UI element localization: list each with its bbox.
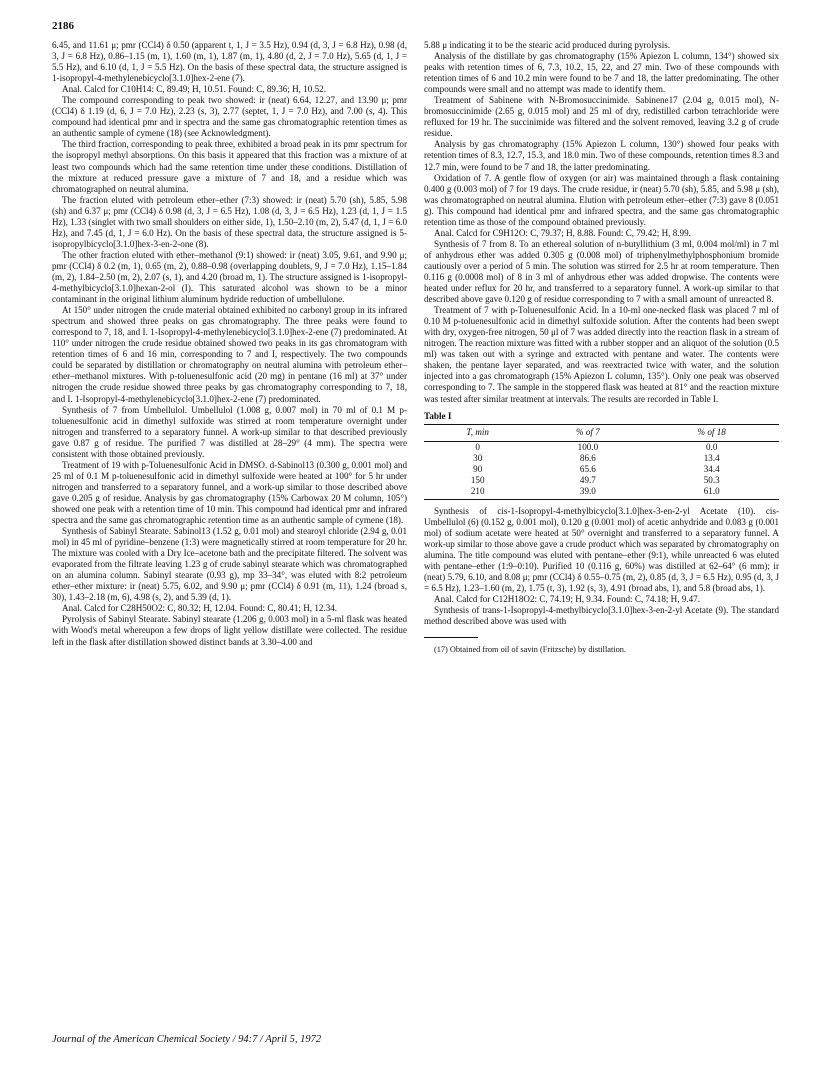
paragraph: The fraction eluted with petroleum ether–ether (7:3) showed: ir (neat) 5.70 (sh), 5.85, 5.98 (sh) and 6.37 μ; pmr (CCl4) δ 0.98 (d, 3, J = 6.5 Hz), 1.08 (d, 3, J = 6.5 Hz), 1.23 (d, 1, J = 1.5 Hz), 1.33 (singlet with two small shoulders on either side, 1), 1.50–2.10 (m, 2), 5.47 (d, 1, J = 6.0 Hz), and 7.45 (d, 1, J = 6.0 Hz). On the basis of these spectral data, the structure assigned is 5-isopropylbicyclo[3.1.0]hex-3-en-2-one (8). — [52, 194, 407, 249]
table-header-cell: % of 18 — [644, 424, 779, 441]
paragraph: The other fraction eluted with ether–methanol (9:1) showed: ir (neat) 3.05, 9.61, and 9.90 μ; pmr (CCl4) δ 0.2 (m, 1), 0.65 (m, 2), 0.88–0.98 (overlapping doublets, 9, J = 7.0 Hz), 1.15–1.84 (m, 2), 1.84–2.50 (m, 2), 2.07 (s, 1), and 4.20 (broad m, 1). The structure assigned is 1-isopropyl-4-methylbicyclo[3.1.0]hexan-2-ol (I). This saturated alcohol was shown to be a minor contaminant in the original lithium aluminum hydride reduction of umbellulone. — [52, 249, 407, 305]
table-cell: 30 — [473, 452, 483, 463]
table-row — [424, 464, 779, 475]
paragraph: Synthesis of trans-1-Isopropyl-4-methylbicyclo[3.1.0]hex-3-en-2-yl Acetate (9). The standard method described above was used with — [424, 605, 779, 627]
table-cell: 61.0 — [644, 486, 779, 500]
table-cell: 50.3 — [703, 474, 720, 485]
table-header-cell: % of 7 — [531, 424, 644, 441]
table-cell: 39.0 — [531, 486, 644, 500]
table-cell: 150 — [470, 474, 485, 485]
table-cell: 0 — [475, 441, 480, 452]
paragraph: 6.45, and 11.61 μ; pmr (CCl4) δ 0.50 (apparent t, 1, J = 3.5 Hz), 0.94 (d, 3, J = 6.8 Hz), 0.98 (d, 3, J = 6.8 Hz), 0.86–1.15 (m, 1), 1.60 (m, 1), 1.87 (m, 1), 4.80 (d, 2, J = 7.0 Hz), 5.65 (d, 1, J = 5.5 Hz), and 6.10 (d, 1, J = 5.5 Hz). On the basis of these spectral data, the structure assigned is 1-isopropyl-4-methylenebicyclo[3.1.0]hex-2-ene (7). — [52, 40, 407, 84]
paragraph: Anal. Calcd for C10H14: C, 89.49; H, 10.51. Found: C, 89.36; H, 10.52. — [62, 84, 326, 95]
paragraph: Synthesis of cis-1-Isopropyl-4-methylbicyclo[3.1.0]hex-3-en-2-yl Acetate (10). cis-Umbellulol (6) (0.152 g, 0.001 mol), 0.120 g (0.001 mol) of acetic anhydride and 0.083 g (0.001 mol) of sodium acetate were heated at 50° overnight and transferred to a separatory funnel. A work-up similar to those above gave a crude product which was separated by chromatography on alumina. The title compound was eluted with pentane–ether (9:1), while unreacted 6 was eluted with pentane–ether (1:9–0:10). Purified 10 (0.116 g, 60%) was distilled at 62–64° (6 mm); ir (neat) 5.79, 6.10, and 8.08 μ; pmr (CCl4) δ 0.55–0.75 (m, 2), 0.85 (d, 3, J = 6.5 Hz), 0.95 (d, 3, J = 6.5 Hz), 1.23–1.60 (m, 2), 1.75 (t, 3), 1.92 (s, 3), 4.91 (broad abs, 1), and 5.8 (broad abs, 1). — [424, 505, 779, 593]
table-cell: 0.0 — [706, 441, 718, 452]
page-number: 2186 — [52, 20, 74, 32]
paragraph: Anal. Calcd for C9H12O: C, 79.37; H, 8.88. Found: C, 79.42; H, 8.99. — [434, 227, 691, 238]
paragraph: Treatment of 7 with p-Toluenesulfonic Acid. In a 10-ml one-necked flask was placed 7 ml of 0.10 M p-toluenesulfonic acid in dimethyl sulfoxide solution. After the contents had been swept with dry, oxygen-free nitrogen, 50 μl of 7 was added directly into the reaction flask in a stream of nitrogen. The reaction mixture was fitted with a rubber stopper and an aliquot of the solution (0.5 ml) was taken out with a syringe and extracted with pentane and water. The contents were shaken, the pentane layer separated, and was reextracted twice with water, and the solution injected into a gas chromatograph (15% Apiezon L column, 135°). Only one peak was observed corresponding to 7. The sample in the stoppered flask was heated at 81° and the reaction mixture was tested after similar treatment at intervals. The results are recorded in Table I. — [424, 305, 779, 404]
table-row — [424, 441, 779, 453]
table-cell: 210 — [424, 486, 531, 500]
left-column — [52, 40, 407, 648]
table-cell: 100.0 — [577, 441, 599, 452]
data-table — [424, 424, 779, 500]
table-cell: 34.4 — [703, 463, 720, 474]
table-cell: 90 — [473, 463, 483, 474]
paragraph: At 150° under nitrogen the crude material obtained exhibited no carbonyl group in its infrared spectrum and showed three peaks on gas chromatography. The three peaks were found to correspond to 7, 18, and I. 1-Isopropyl-4-methylenebicyclo[3.1.0]hex-2-ene (7) predominated. At 110° under nitrogen the crude residue obtained showed two peaks in its gas chromatogram with retention times of 6 and 16 min, corresponding to 7 and I, respectively. The two compounds could be separated by distillation or chromatography on neutral alumina with petroleum ether–ether–methanol mixtures. With p-toluenesulfonic acid (20 mg) in pentane (16 ml) at 37° under nitrogen the crude residue showed three peaks by gas chromatography corresponding to 7, 18, and I. 1-Isopropyl-4-methylenebicyclo[3.1.0]hex-2-ene (7) predominated. — [52, 305, 407, 404]
table-header-cell: T, min — [424, 424, 531, 441]
table-row — [424, 486, 779, 500]
table-cell: 13.4 — [703, 452, 720, 463]
table-cell: 65.6 — [579, 463, 596, 474]
table-header-row — [424, 424, 779, 441]
paragraph: Anal. Calcd for C12H18O2: C, 74.19; H, 9.34. Found: C, 74.18; H, 9.47. — [434, 594, 700, 605]
table-row — [424, 475, 779, 486]
table-title: Table I — [424, 410, 452, 421]
paragraph: Synthesis of 7 from Umbellulol. Umbellulol (1.008 g, 0.007 mol) in 70 ml of 0.1 M p-toluenesulfonic acid in dimethyl sulfoxide was stirred at room temperature overnight under nitrogen and transferred to a separatory funnel. A work-up similar to that described previously gave 0.87 g of residue. The purified 7 was distilled at 28–29° (4 mm). The spectra were consistent with those obtained previously. — [52, 404, 407, 459]
paragraph: 5.88 μ indicating it to be the stearic acid produced during pyrolysis. — [424, 40, 671, 50]
right-column — [424, 40, 779, 655]
paragraph: Oxidation of 7. A gentle flow of oxygen (or air) was maintained through a flask containing 0.400 g (0.003 mol) of 7 for 19 days. The crude residue, ir (neat) 5.70 (sh), 5.85, and 5.98 μ (sh), was chromatographed on neutral alumina. Elution with petroleum ether–ether (7:3) gave 8 (0.051 g). This compound had identical pmr and infrared spectra, and the same gas chromatographic retention time as those of the compound obtained previously. — [424, 172, 779, 227]
paragraph: Synthesis of 7 from 8. To an ethereal solution of n-butyllithium (3 ml, 0.004 mol/ml) in 7 ml of anhydrous ether was added 0.305 g (0.008 mol) of triphenylmethylphosphonium bromide cautiously over a period of 5 min. The solution was stirred for 2.5 hr at room temperature. Then 0.116 g (0.0008 mol) of 8 in 3 ml of anhydrous ether was added dropwise. The contents were heated under reflux for 20 hr, and transferred to a separatory funnel. A work-up similar to that described above gave 0.120 g of residue corresponding to 7 with a small amount of unreacted 8. — [424, 238, 779, 305]
paragraph: Analysis of the distillate by gas chromatography (15% Apiezon L column, 134°) showed six peaks with retention times of 6, 7.3, 10.2, 15, 22, and 27 min. Two of these compounds with retention times of 6 and 10.2 min were found to be 7 and 18, the latter predominating. The other compounds were small and no attempt was made to identify them. — [424, 51, 779, 95]
footnote-divider — [424, 637, 478, 638]
paragraph: Treatment of 19 with p-Toluenesulfonic Acid in DMSO. d-Sabinol13 (0.300 g, 0.001 mol) and 25 ml of 0.1 M p-toluenesulfonic acid in dimethyl sulfoxide were heated at 100° for 5 hr under nitrogen and transferred to a separatory funnel, and a work-up similar to those described above gave 0.205 g of residue. Analysis by gas chromatography (15% Carbowax 20 M column, 105°) showed one peak with a retention time of 10 min. This compound had identical pmr and infrared spectra and the same gas chromatographic retention time as an authentic sample of cymene (18). — [52, 459, 407, 526]
table-cell: 49.7 — [579, 474, 596, 485]
paragraph: Pyrolysis of Sabinyl Stearate. Sabinyl stearate (1.206 g, 0.003 mol) in a 5-ml flask was heated with Wood's metal whereupon a few drops of light yellow distillate were collected. The residue left in the flask after distillation showed distinct bands at 3.30–4.00 and — [52, 614, 407, 647]
table-row — [424, 453, 779, 464]
paragraph: The third fraction, corresponding to peak three, exhibited a broad peak in its pmr spectrum for the isopropyl methyl absorptions. On this basis it appeared that this fraction was a mixture of at least two compounds which had the same retention time under these conditions. Distillation of the mixture at reduced pressure gave a mixture of 7 and 18, and a residue which was chromatographed on neutral alumina. — [52, 139, 407, 194]
paragraph: The compound corresponding to peak two showed: ir (neat) 6.64, 12.27, and 13.90 μ; pmr (CCl4) δ 1.19 (d, 6, J = 7.0 Hz), 2.23 (s, 3), 2.77 (septet, 1, J = 7.0 Hz), and 7.00 (s, 4). This compound had identical pmr and ir spectra and the same gas chromatographic retention times as an authentic sample of cymene (18) (see Acknowledgment). — [52, 95, 407, 139]
footnote: (17) Obtained from oil of savin (Fritzsche) by distillation. — [434, 645, 626, 655]
paragraph: Analysis by gas chromatography (15% Apiezon L column, 130°) showed four peaks with retention times of 8.3, 12.7, 15.3, and 18.0 min. Two of these compounds, retention times 8.3 and 12.7 min, were found to be 7 and 18, the latter predominating. — [424, 139, 779, 172]
paragraph: Synthesis of Sabinyl Stearate. Sabinol13 (1.52 g, 0.01 mol) and stearoyl chloride (2.94 g, 0.01 mol) in 45 ml of pyridine–benzene (1:3) were magnetically stirred at room temperature for 20 hr. The mixture was cooled with a Dry Ice–acetone bath and the precipitate filtered. The solvent was evaporated from the filtrate leaving 1.23 g of crude sabinyl stearate which was chromatographed on an alumina column. Sabinyl stearate (0.93 g), mp 33–34°, was eluted with 8:2 petroleum ether–ether mixture: ir (neat) 5.75, 6.02, and 9.90 μ; pmr (CCl4) δ 0.91 (m, 11), 1.24 (broad s, 30), 1.43–2.18 (m, 6), 4.98 (s, 2), and 5.39 (d, 1). — [52, 526, 407, 603]
table-cell: 86.6 — [579, 452, 596, 463]
paragraph: Treatment of Sabinene with N-Bromosuccinimide. Sabinene17 (2.04 g, 0.015 mol), N-bromosuccinimide (2.65 g, 0.015 mol) and 25 ml of dry, redistilled carbon tetrachloride were refluxed for 19 hr. The succinimide was filtered and the solvent removed, leaving 3.2 g of crude residue. — [424, 95, 779, 139]
journal-footer: Journal of the American Chemical Society / 94:7 / April 5, 1972 — [52, 1034, 322, 1045]
paragraph: Anal. Calcd for C28H50O2: C, 80.32; H, 12.04. Found: C, 80.41; H, 12.34. — [62, 603, 338, 614]
